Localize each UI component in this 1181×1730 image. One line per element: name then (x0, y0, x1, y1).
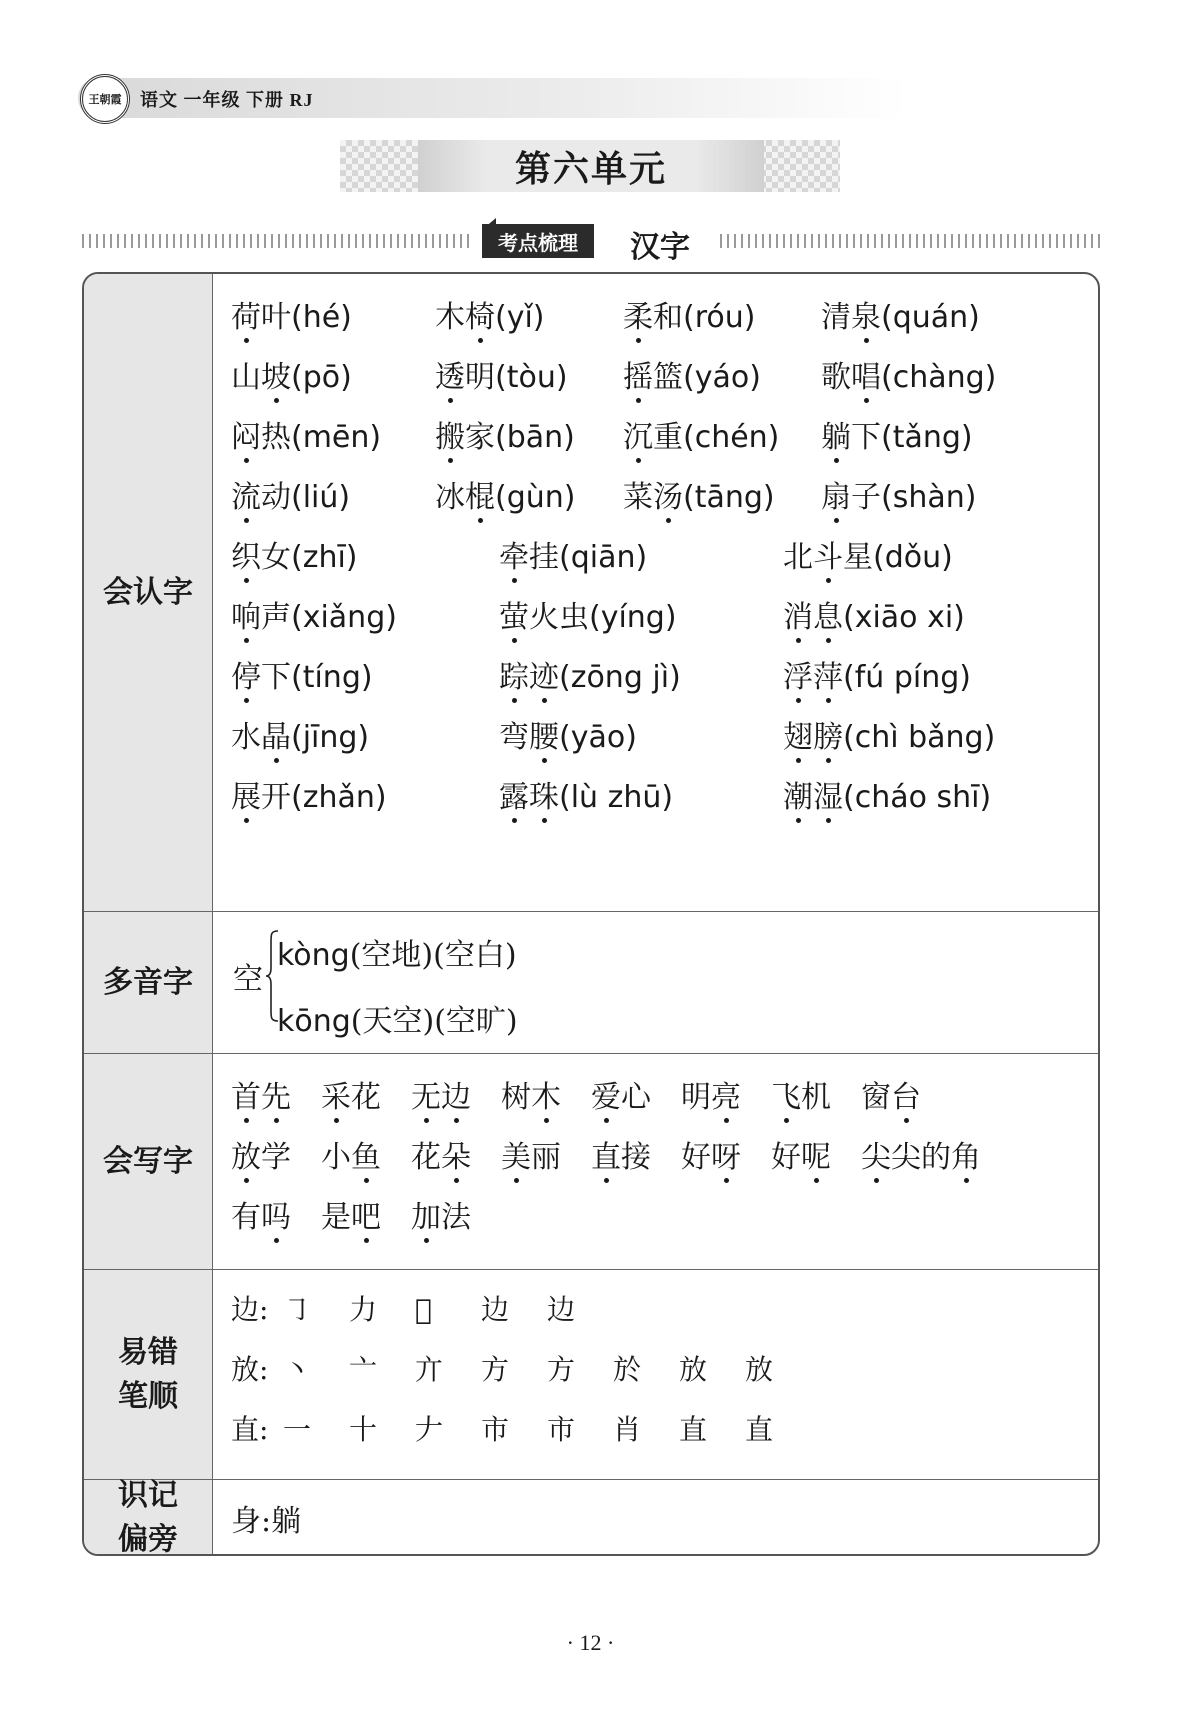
polyphone-reading-2 (277, 996, 518, 1040)
logo-text: 王朝霞 (88, 93, 122, 106)
write-word (861, 1132, 981, 1176)
stroke-step: 边 (481, 1293, 510, 1326)
character: 扇 (821, 472, 851, 516)
stroke-step: 放 (679, 1353, 708, 1386)
character: 牵 (499, 532, 529, 576)
write-word (321, 1072, 381, 1116)
character: 荷 (231, 292, 261, 336)
stroke-step: 𬰯 (415, 1293, 432, 1326)
character: 露 (499, 772, 529, 816)
recognize-word (231, 352, 352, 396)
stroke-char: 边: (231, 1293, 269, 1326)
character: 晶 (261, 712, 291, 756)
stroke-char: 放: (231, 1353, 269, 1386)
row-label (84, 1480, 213, 1556)
character: 边 (441, 1072, 471, 1116)
character: 唱 (851, 352, 881, 396)
recognize-word (435, 472, 575, 516)
write-word (591, 1072, 651, 1116)
character: 树 (501, 1080, 531, 1115)
polyphone-content (213, 912, 1098, 1053)
stroke-step: 一 (283, 1413, 312, 1446)
recognize-content (213, 274, 1098, 911)
character: 冰 (435, 480, 465, 515)
character: 歌 (821, 360, 851, 395)
recognize-word (783, 712, 995, 756)
character: 无 (411, 1072, 441, 1116)
write-word (681, 1132, 741, 1176)
unit-title: 第六单元 (418, 140, 764, 192)
reading-pinyin: kōng (277, 1004, 351, 1039)
character: 踪 (499, 652, 529, 696)
character: 家 (465, 420, 495, 455)
recognize-word (499, 592, 677, 636)
character: 星 (843, 540, 873, 575)
recognize-word (231, 412, 381, 456)
reading-words: (天空)(空旷) (350, 1004, 518, 1039)
write-word (591, 1132, 651, 1176)
recognize-word (821, 292, 980, 336)
character: 坡 (261, 352, 291, 396)
character: 美 (501, 1132, 531, 1176)
write-word (501, 1072, 561, 1116)
pinyin: (tòu) (495, 360, 568, 395)
character: 闷 (231, 412, 261, 456)
character: 北 (783, 540, 813, 575)
pinyin: (zōng jì) (559, 660, 681, 695)
polyphone-reading-1 (277, 930, 517, 974)
character: 尖 (891, 1140, 921, 1175)
write-content (213, 1054, 1098, 1269)
radical-char: 身 (231, 1504, 261, 1539)
recognize-word (499, 712, 637, 756)
recognize-word (783, 532, 953, 576)
character: 流 (231, 472, 261, 516)
stroke-step: 𠂇 (415, 1413, 444, 1446)
character: 首 (231, 1072, 261, 1116)
pinyin: (yāo) (559, 720, 637, 755)
pinyin: (zhī) (291, 540, 358, 575)
character: 腰 (529, 712, 559, 756)
pinyin: (chì bǎng) (843, 720, 996, 755)
polyphone-char: 空 (233, 962, 263, 997)
character: 下 (261, 660, 291, 695)
character: 动 (261, 480, 291, 515)
character: 停 (231, 652, 261, 696)
character: 山 (231, 360, 261, 395)
label-text: 易错 (118, 1334, 178, 1370)
character: 好 (771, 1140, 801, 1175)
write-word (681, 1072, 741, 1116)
character: 木 (531, 1072, 561, 1116)
character: 法 (441, 1200, 471, 1235)
section-header (82, 222, 1100, 265)
pinyin: (chén) (683, 420, 780, 455)
radical-content (213, 1480, 1098, 1556)
character: 心 (621, 1080, 651, 1115)
recognize-word (623, 352, 761, 396)
divider-ticks-left (82, 234, 472, 248)
character: 和 (653, 300, 683, 335)
recognize-word (623, 472, 775, 516)
character: 水 (231, 720, 261, 755)
character: 亮 (711, 1072, 741, 1116)
character: 篮 (653, 360, 683, 395)
pinyin: (shàn) (881, 480, 977, 515)
character: 汤 (653, 472, 683, 516)
character: 斗 (813, 532, 843, 576)
stroke-step: 於 (613, 1353, 642, 1386)
row-label (84, 912, 213, 1053)
character: 膀 (813, 712, 843, 756)
label-text: 会写字 (103, 1143, 193, 1179)
reading-words: (空地)(空白) (349, 938, 517, 973)
character: 放 (231, 1132, 261, 1176)
book-info: 语文 一年级 下册 RJ (140, 90, 314, 110)
stroke-step: 亣 (415, 1353, 444, 1386)
write-word (411, 1072, 471, 1116)
character: 直 (591, 1132, 621, 1176)
character: 织 (231, 532, 261, 576)
character: 接 (621, 1140, 651, 1175)
pinyin: (róu) (683, 300, 756, 335)
character: 尖 (861, 1132, 891, 1176)
row-label (84, 1270, 213, 1479)
recognize-word (435, 292, 545, 336)
character: 浮 (783, 652, 813, 696)
pinyin: (bān) (495, 420, 575, 455)
character: 下 (851, 420, 881, 455)
character: 的 (921, 1140, 951, 1175)
pinyin: (cháo shī) (843, 780, 992, 815)
write-word (411, 1132, 471, 1176)
character: 加 (411, 1192, 441, 1236)
character: 叶 (261, 300, 291, 335)
recognize-word (231, 532, 358, 576)
character: 热 (261, 420, 291, 455)
stroke-step: 市 (547, 1413, 576, 1446)
radical-example: 躺 (271, 1504, 302, 1539)
recognize-word (231, 592, 397, 636)
character: 柔 (623, 292, 653, 336)
character: 清 (821, 300, 851, 335)
pinyin: (xiāo xi) (843, 600, 965, 635)
recognize-word (783, 592, 965, 636)
character: 展 (231, 772, 261, 816)
character: 潮 (783, 772, 813, 816)
character: 朵 (441, 1132, 471, 1176)
row-label (84, 274, 213, 911)
character: 明 (681, 1080, 711, 1115)
write-word (321, 1192, 381, 1236)
section-badge: 考点梳理 (482, 224, 594, 258)
label-text: 多音字 (103, 964, 193, 1000)
pinyin: (tíng) (291, 660, 373, 695)
write-word (321, 1132, 381, 1176)
pinyin: (yǐ) (495, 300, 545, 335)
character: 好 (681, 1140, 711, 1175)
character: 椅 (465, 292, 495, 336)
character: 挂 (529, 540, 559, 575)
pinyin: (yáo) (683, 360, 761, 395)
character: 台 (891, 1072, 921, 1116)
character: 角 (951, 1132, 981, 1176)
character: 菜 (623, 480, 653, 515)
write-word (231, 1132, 291, 1176)
pinyin: (hé) (291, 300, 352, 335)
character: 萍 (813, 652, 843, 696)
character: 是 (321, 1200, 351, 1235)
character: 响 (231, 592, 261, 636)
recognize-word (499, 652, 681, 696)
character: 声 (261, 600, 291, 635)
pinyin: (lù zhū) (559, 780, 674, 815)
stroke-step: 十 (349, 1413, 378, 1446)
stroke-order-line (231, 1288, 613, 1328)
write-word (231, 1072, 291, 1116)
character: 泉 (851, 292, 881, 336)
stroke-step: 方 (547, 1353, 576, 1386)
write-word (861, 1072, 921, 1116)
character: 学 (261, 1140, 291, 1175)
character: 女 (261, 540, 291, 575)
stroke-step: 边 (547, 1293, 576, 1326)
character: 开 (261, 780, 291, 815)
pinyin: (chàng) (881, 360, 997, 395)
recognize-word (821, 472, 976, 516)
pinyin: (gùn) (495, 480, 576, 515)
stroke-step: 直 (679, 1413, 708, 1446)
row-label (84, 1054, 213, 1269)
character: 鱼 (351, 1132, 381, 1176)
character: 明 (465, 360, 495, 395)
row-radical (84, 1480, 1098, 1556)
pinyin: (qiān) (559, 540, 648, 575)
character: 吗 (261, 1192, 291, 1236)
recognize-word (499, 772, 673, 816)
character: 花 (411, 1140, 441, 1175)
row-write (84, 1054, 1098, 1270)
stroke-step: 方 (481, 1353, 510, 1386)
character: 沉 (623, 412, 653, 456)
character: 小 (321, 1140, 351, 1175)
recognize-word (231, 652, 373, 696)
divider-ticks-right (720, 234, 1100, 248)
character: 丽 (531, 1140, 561, 1175)
recognize-word (231, 712, 369, 756)
recognize-word (783, 772, 991, 816)
stroke-step: 肖 (613, 1413, 642, 1446)
recognize-word (623, 412, 779, 456)
row-polyphone (84, 912, 1098, 1054)
character: 木 (435, 300, 465, 335)
pinyin: (jīng) (291, 720, 370, 755)
stroke-step: 放 (745, 1353, 774, 1386)
stroke-step: 直 (745, 1413, 774, 1446)
pinyin: (fú píng) (843, 660, 971, 695)
stroke-char: 直: (231, 1413, 269, 1446)
character: 飞 (771, 1072, 801, 1116)
recognize-word (231, 772, 387, 816)
character: 迹 (529, 652, 559, 696)
label-text: 笔顺 (118, 1378, 178, 1414)
recognize-word (435, 412, 575, 456)
character: 息 (813, 592, 843, 636)
character-table (82, 272, 1100, 1556)
label-text: 识记 (118, 1478, 178, 1513)
character: 机 (801, 1080, 831, 1115)
character: 躺 (821, 412, 851, 456)
character: 珠 (529, 772, 559, 816)
character: 湿 (813, 772, 843, 816)
recognize-word (231, 292, 352, 336)
section-title: 汉字 (630, 230, 690, 265)
character: 吧 (351, 1192, 381, 1236)
pinyin: (dǒu) (873, 540, 953, 575)
stroke-order-line (231, 1348, 811, 1388)
label-text: 会认字 (103, 574, 193, 610)
page-number: · 12 · (566, 1630, 615, 1655)
pinyin: (quán) (881, 300, 980, 335)
pinyin: (liú) (291, 480, 351, 515)
write-word (411, 1192, 471, 1236)
character: 棍 (465, 472, 495, 516)
character: 呢 (801, 1132, 831, 1176)
recognize-word (499, 532, 647, 576)
recognize-word (435, 352, 568, 396)
character: 透 (435, 352, 465, 396)
character: 翅 (783, 712, 813, 756)
character: 有 (231, 1200, 261, 1235)
character: 花 (351, 1080, 381, 1115)
character: 弯 (499, 720, 529, 755)
recognize-word (231, 472, 350, 516)
pinyin: (tǎng) (881, 420, 973, 455)
recognize-word (783, 652, 971, 696)
pinyin: (zhǎn) (291, 780, 387, 815)
character: 火 (529, 600, 559, 635)
pinyin: (xiǎng) (291, 600, 397, 635)
recognize-word (821, 352, 996, 396)
write-word (771, 1072, 831, 1116)
stroke-order-line (231, 1408, 811, 1448)
character: 搬 (435, 412, 465, 456)
stroke-step: ㇆ (283, 1293, 312, 1326)
character: 虫 (559, 600, 589, 635)
stroke-step: 亠 (349, 1353, 378, 1386)
recognize-word (821, 412, 973, 456)
label-text: 偏旁 (118, 1522, 178, 1556)
character: 先 (261, 1072, 291, 1116)
stroke-content (213, 1270, 1098, 1479)
write-word (501, 1132, 561, 1176)
pinyin: (yíng) (589, 600, 677, 635)
character: 萤 (499, 592, 529, 636)
character: 摇 (623, 352, 653, 396)
character: 消 (783, 592, 813, 636)
character: 子 (851, 480, 881, 515)
character: 采 (321, 1072, 351, 1116)
write-word (771, 1132, 831, 1176)
character: 呀 (711, 1132, 741, 1176)
radical-entry: 身:躺 (231, 1504, 302, 1539)
write-word (231, 1192, 291, 1236)
pinyin: (mēn) (291, 420, 382, 455)
stroke-step: 市 (481, 1413, 510, 1446)
character: 重 (653, 420, 683, 455)
reading-pinyin: kòng (277, 938, 350, 973)
character: 窗 (861, 1080, 891, 1115)
stroke-step: 力 (349, 1293, 378, 1326)
recognize-word (623, 292, 755, 336)
row-strokes (84, 1270, 1098, 1480)
pinyin: (pō) (291, 360, 352, 395)
row-recognize (84, 274, 1098, 912)
pinyin: (tāng) (683, 480, 775, 515)
stroke-step: 丶 (283, 1353, 312, 1386)
publisher-logo (80, 74, 130, 124)
character: 爱 (591, 1072, 621, 1116)
